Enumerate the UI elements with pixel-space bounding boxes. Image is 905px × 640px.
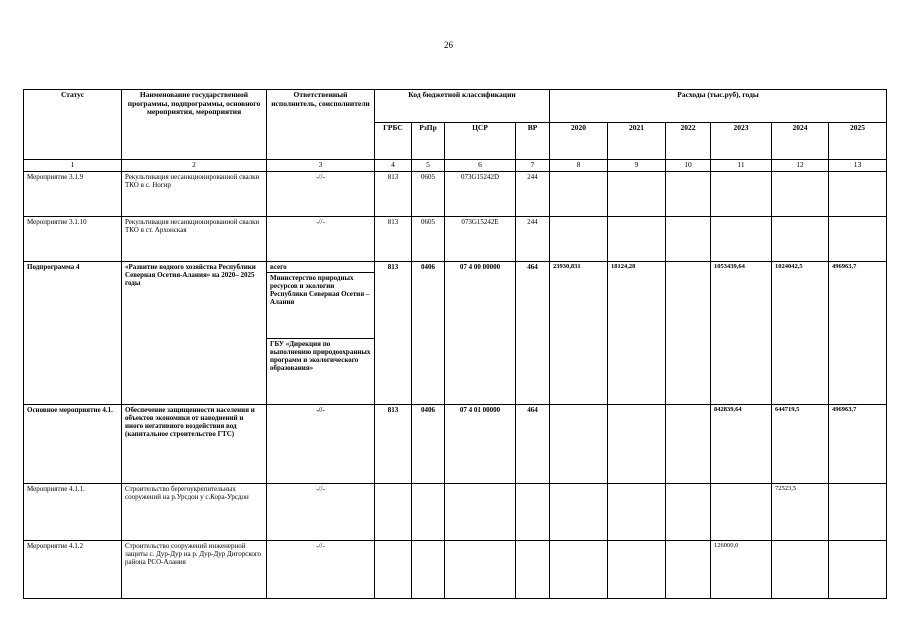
row-rzpr: 0605 [412, 217, 445, 262]
row-name: Строительство берегоукрепительных сооружений на р.Урсдон у с.Кора-Урсдон [122, 484, 267, 541]
row-name: Рекультивация несанкционированной свалки ТКО в с. Ногир [122, 172, 267, 217]
row-value-2023: 126000,0 [711, 541, 772, 599]
column-number: 3 [267, 160, 375, 172]
row-value-2020 [550, 541, 608, 599]
column-number: 7 [516, 160, 550, 172]
row-executor: -//- [267, 405, 375, 484]
header-rzpr: РзПр [412, 123, 445, 160]
row-value-2020: 23930,831 [550, 262, 608, 405]
row-name: Обеспечение защищенности населения и объектов экономики от наводнений и иного негативного воздействия вод (капитальное строительство ГТС) [122, 405, 267, 484]
row-value-2021 [608, 405, 666, 484]
column-number: 4 [375, 160, 412, 172]
table-row [24, 262, 887, 273]
row-value-2024 [772, 217, 829, 262]
row-csr: 073G15242D [445, 172, 516, 217]
row-vr: 464 [516, 405, 550, 484]
row-value-2023 [711, 484, 772, 541]
row-value-2022 [666, 172, 711, 217]
header-csr: ЦСР [445, 123, 516, 160]
header-name: Наименование государственной программы, подпрограммы, основного мероприятия, мероприятия [122, 90, 267, 160]
header-year-2022: 2022 [666, 123, 711, 160]
column-number: 8 [550, 160, 608, 172]
row-value-2022 [666, 217, 711, 262]
header-grbs: ГРБС [375, 123, 412, 160]
header-year-2021: 2021 [608, 123, 666, 160]
row-name: Рекультивация несанкционированной свалки ТКО в ст. Архонская [122, 217, 267, 262]
row-vr: 244 [516, 172, 550, 217]
header-status: Статус [24, 90, 122, 160]
row-value-2023: 1053439,64 [711, 262, 772, 405]
column-number: 9 [608, 160, 666, 172]
row-value-2022 [666, 405, 711, 484]
row-grbs: 813 [375, 405, 412, 484]
row-vr: 244 [516, 217, 550, 262]
row-name: «Развитие водного хозяйства Республики Северная Осетия-Алания» на 2020– 2025 годы [122, 262, 267, 405]
column-number: 1 [24, 160, 122, 172]
table-row [24, 541, 887, 599]
header-budget-code: Код бюджетной классификации [375, 90, 550, 123]
row-value-2024: 644719,5 [772, 405, 829, 484]
row-value-2020 [550, 217, 608, 262]
row-status: Мероприятие 4.1.1. [24, 484, 122, 541]
row-executor: -//- [267, 217, 375, 262]
row-status: Мероприятие 3.1.9 [24, 172, 122, 217]
row-executor: Министерство природных ресурсов и экологии Республики Северная Осетия – Алания [267, 273, 375, 339]
row-value-2024: 1024042,5 [772, 262, 829, 405]
row-value-2024 [772, 541, 829, 599]
column-number: 2 [122, 160, 267, 172]
row-executor: ГБУ «Дирекция по выполнению природоохранных программ и экологического образования» [267, 339, 375, 405]
table-row [24, 217, 887, 262]
row-value-2025: 496963,7 [829, 262, 887, 405]
header-vr: ВР [516, 123, 550, 160]
column-number: 11 [711, 160, 772, 172]
row-rzpr: 0605 [412, 172, 445, 217]
column-number-row [24, 160, 887, 172]
row-vr [516, 541, 550, 599]
row-value-2022 [666, 262, 711, 405]
row-rzpr [412, 484, 445, 541]
row-value-2025: 496963,7 [829, 405, 887, 484]
row-value-2022 [666, 541, 711, 599]
row-vr: 464 [516, 262, 550, 405]
row-status: Основное мероприятие 4.1. [24, 405, 122, 484]
column-number: 6 [445, 160, 516, 172]
row-value-2022 [666, 484, 711, 541]
header-year-2024: 2024 [772, 123, 829, 160]
row-csr: 07 4 00 00000 [445, 262, 516, 405]
row-value-2021 [608, 217, 666, 262]
row-value-2020 [550, 172, 608, 217]
column-number: 10 [666, 160, 711, 172]
table-row [24, 484, 887, 541]
row-value-2023 [711, 217, 772, 262]
row-value-2023 [711, 172, 772, 217]
row-csr: 073G15242E [445, 217, 516, 262]
header-executor: Ответственный исполнитель, соисполнители [267, 90, 375, 160]
header-year-2025: 2025 [829, 123, 887, 160]
row-value-2025 [829, 217, 887, 262]
column-number: 13 [829, 160, 887, 172]
row-value-2021: 18124,28 [608, 262, 666, 405]
row-grbs: 813 [375, 262, 412, 405]
row-grbs [375, 541, 412, 599]
row-value-2021 [608, 172, 666, 217]
row-executor: всего [267, 262, 375, 273]
row-grbs: 813 [375, 172, 412, 217]
row-executor: -//- [267, 541, 375, 599]
table-row [24, 405, 887, 484]
row-value-2021 [608, 484, 666, 541]
column-number: 12 [772, 160, 829, 172]
row-value-2024: 72523,5 [772, 484, 829, 541]
row-value-2025 [829, 484, 887, 541]
row-status: Подпрограмма 4 [24, 262, 122, 405]
row-status: Мероприятие 3.1.10 [24, 217, 122, 262]
row-rzpr: 0406 [412, 262, 445, 405]
row-executor: -//- [267, 172, 375, 217]
row-rzpr: 0406 [412, 405, 445, 484]
row-name: Строительство сооружений инженерной защиты с. Дур-Дур на р. Дур-Дур Дигорского района РСО-Алания [122, 541, 267, 599]
row-status: Мероприятие 4.1.2 [24, 541, 122, 599]
row-value-2023: 842839,64 [711, 405, 772, 484]
row-executor: -//- [267, 484, 375, 541]
row-value-2024 [772, 172, 829, 217]
header-row-1 [24, 90, 887, 123]
row-value-2025 [829, 172, 887, 217]
header-year-2020: 2020 [550, 123, 608, 160]
header-year-2023: 2023 [711, 123, 772, 160]
table-row [24, 172, 887, 217]
row-value-2020 [550, 484, 608, 541]
header-expenses: Расходы (тыс.руб), годы [550, 90, 887, 123]
row-value-2020 [550, 405, 608, 484]
budget-table [23, 89, 887, 599]
row-grbs [375, 484, 412, 541]
row-value-2021 [608, 541, 666, 599]
row-value-2025 [829, 541, 887, 599]
page-number: 26 [444, 40, 453, 50]
column-number: 5 [412, 160, 445, 172]
row-grbs: 813 [375, 217, 412, 262]
row-csr [445, 541, 516, 599]
row-vr [516, 484, 550, 541]
row-csr [445, 484, 516, 541]
row-csr: 07 4 01 00000 [445, 405, 516, 484]
row-rzpr [412, 541, 445, 599]
